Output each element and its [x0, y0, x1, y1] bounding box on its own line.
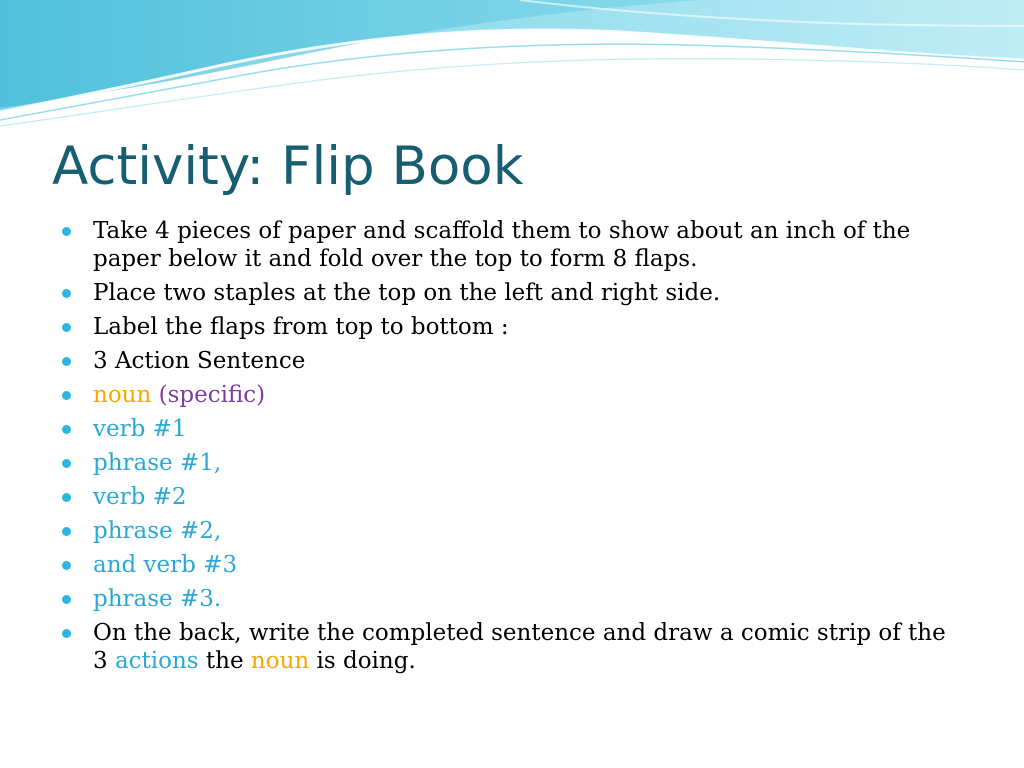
bullet-item: [62, 381, 962, 409]
noun-label: noun: [93, 382, 152, 408]
bullet-text: and verb #3: [93, 552, 238, 578]
bullet-text: On the back, write the completed sentence and draw a comic strip of the 3: [93, 620, 946, 674]
slide-title: Activity: Flip Book: [52, 136, 524, 197]
bullet-text: the: [198, 648, 251, 674]
bullet-item: [62, 517, 962, 545]
bullet-marker-icon: [62, 323, 71, 332]
bullet-text: Label the flaps from top to bottom :: [93, 314, 509, 340]
bullet-text-space: [151, 382, 158, 408]
bullet-item: [62, 279, 962, 307]
bullet-marker-icon: [62, 391, 71, 400]
bullet-text: phrase #3.: [93, 586, 222, 612]
bullet-marker-icon: [62, 493, 71, 502]
bullet-text: Take 4 pieces of paper and scaffold them to show about an inch of the paper below it and fold over the top to form 8 flaps.: [93, 218, 911, 272]
bullet-item: [62, 483, 962, 511]
bullet-marker-icon: [62, 357, 71, 366]
bullet-text: phrase #1,: [93, 450, 222, 476]
bullet-item: [62, 585, 962, 613]
bullet-marker-icon: [62, 425, 71, 434]
bullet-item: [62, 347, 962, 375]
bullet-list: [62, 217, 962, 681]
bullet-marker-icon: [62, 227, 71, 236]
bullet-text: is doing.: [309, 648, 416, 674]
bullet-marker-icon: [62, 527, 71, 536]
header-wave-decoration: [0, 0, 1024, 130]
bullet-text: Place two staples at the top on the left and right side.: [93, 280, 721, 306]
bullet-text: verb #1: [93, 416, 187, 442]
bullet-text: verb #2: [93, 484, 187, 510]
bullet-item: [62, 313, 962, 341]
actions-word: actions: [114, 648, 199, 674]
bullet-item: [62, 449, 962, 477]
bullet-item: [62, 551, 962, 579]
bullet-item: [62, 619, 962, 675]
bullet-text: phrase #2,: [93, 518, 222, 544]
noun-word: noun: [250, 648, 310, 674]
bullet-marker-icon: [62, 595, 71, 604]
bullet-marker-icon: [62, 289, 71, 298]
bullet-marker-icon: [62, 561, 71, 570]
bullet-item: [62, 415, 962, 443]
bullet-text: 3 Action Sentence: [93, 348, 306, 374]
specific-label: (specific): [158, 382, 266, 408]
bullet-marker-icon: [62, 459, 71, 468]
bullet-marker-icon: [62, 629, 71, 638]
bullet-item: [62, 217, 962, 273]
